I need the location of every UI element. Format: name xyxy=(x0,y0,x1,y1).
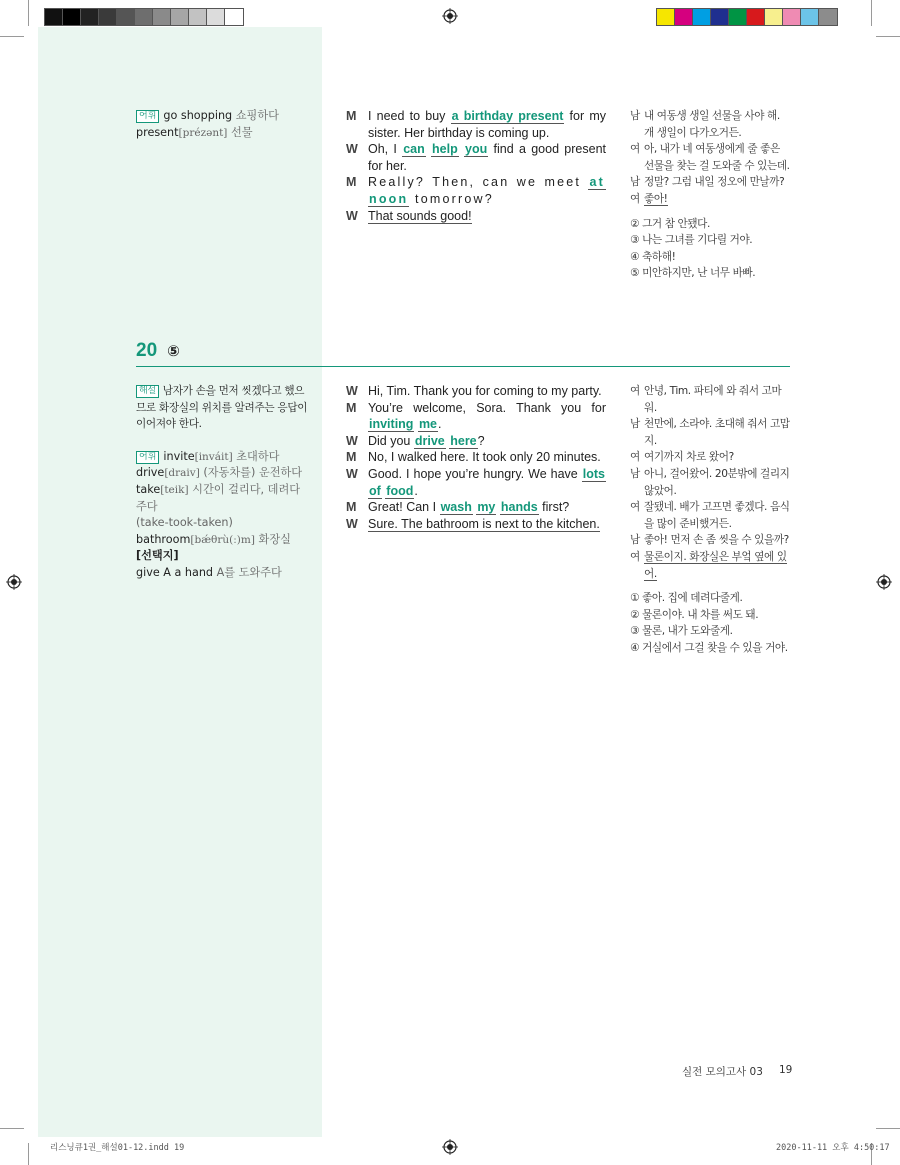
crop-mark xyxy=(28,1143,29,1165)
speaker-label: W xyxy=(346,466,358,481)
vocab-ipa: [teik] xyxy=(160,483,189,496)
translation-speaker: 남 xyxy=(630,418,640,431)
answer-blank: you xyxy=(465,142,488,157)
color-swatch xyxy=(711,9,729,25)
color-swatch xyxy=(765,9,783,25)
crop-mark xyxy=(871,0,872,26)
vocab-item xyxy=(136,515,311,532)
underlined-answer: That sounds good! xyxy=(368,208,472,223)
dialog-text: Great! Can I wash my hands first? xyxy=(368,500,570,515)
translation-speaker: 남 xyxy=(630,534,640,547)
vocab-meaning: (자동차를) 운전하다 xyxy=(199,466,303,480)
answer-blank: here xyxy=(450,433,477,448)
vocab-tag: 어휘 xyxy=(136,110,159,123)
translation-line xyxy=(630,449,792,466)
answer-choice: ③ 나는 그녀를 기다릴 거야. xyxy=(630,234,753,247)
vocab-ipa: [bǽθrù(ː)m] xyxy=(190,533,255,546)
translation-speaker: 남 xyxy=(630,176,640,189)
translation-text: 천만에, 소라야. 초대해 줘서 고맙지. xyxy=(644,418,790,447)
dialog-line xyxy=(346,383,606,400)
dialog-text: No, I walked here. It took only 20 minutes. xyxy=(368,450,601,465)
translation-speaker: 여 xyxy=(630,385,640,397)
question-header xyxy=(136,340,180,362)
q20-dialog xyxy=(346,383,606,532)
dialog-line xyxy=(346,449,606,466)
answer-blank: a birthday present xyxy=(451,109,564,123)
color-swatch xyxy=(225,9,243,25)
speaker-label: M xyxy=(346,450,357,465)
translation-line xyxy=(630,108,792,141)
speaker-label: M xyxy=(346,109,357,123)
color-swatch xyxy=(783,9,801,25)
vocab-word: invite xyxy=(163,449,195,463)
dialog-text: Oh, I can help you find a good present for her. xyxy=(368,142,606,173)
slug-file: 리스닝큐1권_해설01-12.indd 19 xyxy=(50,1143,185,1153)
q19-dialog xyxy=(346,108,606,224)
q19-translation xyxy=(630,108,792,282)
color-swatch xyxy=(153,9,171,25)
dialog-line xyxy=(346,141,606,174)
translation-text: 내 여동생 생일 선물을 사야 해. 개 생일이 다가오거든. xyxy=(644,110,780,139)
explanation xyxy=(136,383,311,433)
speaker-label: M xyxy=(346,400,357,415)
crop-mark xyxy=(28,0,29,26)
answer-blank: food xyxy=(386,483,414,498)
footer-title: 실전 모의고사 03 xyxy=(682,1066,763,1078)
answer-blank: inviting xyxy=(369,417,414,432)
vocab-item xyxy=(136,449,311,466)
translation-speaker: 남 xyxy=(630,110,640,122)
translation-text: 잘됐네. 배가 고프면 좋겠다. 음식을 많이 준비했거든. xyxy=(644,501,790,530)
answer-blank: hands xyxy=(500,500,538,515)
answer-choice: ③ 물론, 내가 도와줄게. xyxy=(630,625,733,638)
underlined-answer: 물론이지. 화장실은 부엌 옆에 있어. xyxy=(644,550,787,580)
translation-line xyxy=(630,383,792,416)
translation-line xyxy=(630,466,792,499)
vocab-word: take xyxy=(136,482,161,496)
dialog-text xyxy=(368,208,606,225)
speaker-label: M xyxy=(346,500,357,515)
vocab-item xyxy=(136,465,311,482)
underlined-answer: 좋아! xyxy=(644,192,668,205)
vocab-item xyxy=(136,532,311,549)
registration-mark-icon xyxy=(876,574,892,590)
translation-speaker: 여 xyxy=(630,451,640,464)
color-swatch xyxy=(63,9,81,25)
vocab-word: drive xyxy=(136,466,165,480)
translation-text: 안녕, Tim. 파티에 와 줘서 고마워. xyxy=(644,385,782,414)
underlined-answer: Sure. The bathroom is next to the kitchen. xyxy=(368,516,600,531)
dialog-text: Good. I hope you’re hungry. We have lots of food. xyxy=(368,466,605,498)
color-swatch xyxy=(675,9,693,25)
answer-choice: ⑤ 미안하지만, 난 너무 바빠. xyxy=(630,267,756,280)
vocab-meaning: 화장실 xyxy=(254,532,291,546)
process-color-bar xyxy=(656,8,838,26)
answer-blank: drive xyxy=(414,433,445,448)
vocab-word: go shopping xyxy=(163,109,233,122)
crop-mark xyxy=(876,36,900,37)
vocab-ipa: [draiv] xyxy=(164,467,200,480)
registration-mark-icon xyxy=(442,8,458,24)
vocab-ipa: [inváit] xyxy=(194,450,233,463)
dialog-text: Really? Then, can we meet at noon tomorrow? xyxy=(368,175,605,206)
translation-line xyxy=(630,141,792,174)
translation-line xyxy=(630,499,792,532)
translation-speaker: 남 xyxy=(630,467,640,480)
color-swatch xyxy=(189,9,207,25)
speaker-label: M xyxy=(346,175,357,190)
answer-blank: of xyxy=(369,483,381,498)
dialog-text: Did you drive here? xyxy=(368,433,485,448)
dialog-line xyxy=(346,499,606,516)
translation-text xyxy=(644,549,792,582)
crop-mark xyxy=(876,1128,900,1129)
translation-line xyxy=(630,174,792,191)
question-number: 20 xyxy=(136,340,158,361)
q20-notes xyxy=(136,383,311,582)
dialog-text: I need to buy a birthday present for my sister. Her birthday is coming up. xyxy=(368,109,606,140)
color-swatch xyxy=(657,9,675,25)
answer-blank: my xyxy=(477,500,496,515)
vocab-meaning: 시간이 걸리다, 데려다 주다 xyxy=(136,482,301,513)
explanation-text: 남자가 손을 먼저 씻겠다고 했으므로 화장실의 위치를 알려주는 응답이 이어져야 한다. xyxy=(136,385,308,431)
color-swatch xyxy=(747,9,765,25)
color-swatch xyxy=(81,9,99,25)
color-swatch xyxy=(171,9,189,25)
choice-vocab-heading: [선택지] xyxy=(136,549,179,563)
color-swatch xyxy=(729,9,747,25)
answer-choice: ④ 거실에서 그걸 찾을 수 있을 거야. xyxy=(630,641,788,654)
dialog-line xyxy=(346,466,606,499)
q20-translation xyxy=(630,383,792,657)
color-swatch xyxy=(207,9,225,25)
vocab-meaning: 선물 xyxy=(227,125,253,139)
answer-choice: ④ 축하해! xyxy=(630,250,676,263)
page-number: 19 xyxy=(779,1064,793,1076)
answer-blank: at xyxy=(589,175,605,190)
color-swatch xyxy=(117,9,135,25)
answer-blank: noon xyxy=(369,191,409,206)
speaker-label: W xyxy=(346,142,358,157)
dialog-line xyxy=(346,174,606,207)
answer-choice: ② 물론이야. 내 차를 써도 돼. xyxy=(630,608,759,621)
speaker-label: W xyxy=(346,516,358,531)
vocab-meaning: (take-took-taken) xyxy=(136,516,233,530)
answer-blank: wash xyxy=(440,500,472,515)
side-notes-panel xyxy=(38,27,322,1137)
dialog-text: Hi, Tim. Thank you for coming to my party. xyxy=(368,384,602,398)
answer-blank: lots xyxy=(582,466,605,481)
speaker-label: W xyxy=(346,433,358,448)
answer-choice: ② 그거 참 안됐다. xyxy=(630,217,710,230)
crop-mark xyxy=(0,1128,24,1129)
color-swatch xyxy=(135,9,153,25)
translation-text: 정말? 그럼 내일 정오에 만날까? xyxy=(644,176,785,189)
dialog-text: You’re welcome, Sora. Thank you for inviting me. xyxy=(368,400,606,432)
answer-blank: can xyxy=(403,142,425,157)
dialog-text xyxy=(368,516,606,533)
vocab-tag: 어휘 xyxy=(136,451,159,464)
vocab-word: present xyxy=(136,125,179,139)
dialog-line xyxy=(346,400,606,433)
answer-mark: ⑤ xyxy=(167,342,180,360)
color-swatch xyxy=(819,9,837,25)
dialog-line xyxy=(346,433,606,450)
speaker-label: W xyxy=(346,208,358,223)
translation-text: 아, 내가 네 여동생에게 줄 좋은 선물을 찾는 걸 도와줄 수 있는데. xyxy=(644,143,790,172)
dialog-line xyxy=(346,208,606,225)
translation-text: 좋아! 먼저 손 좀 씻을 수 있을까? xyxy=(644,534,789,547)
translation-speaker: 여 xyxy=(630,192,640,205)
dialog-line xyxy=(346,516,606,533)
speaker-label: W xyxy=(346,384,358,398)
vocab-item xyxy=(136,125,316,142)
translation-speaker: 여 xyxy=(630,501,640,514)
vocab-item xyxy=(136,108,316,125)
explanation-tag: 해설 xyxy=(136,385,159,398)
vocab-item xyxy=(136,482,311,515)
grey-color-bar xyxy=(44,8,244,26)
registration-mark-icon xyxy=(442,1139,458,1155)
color-swatch xyxy=(45,9,63,25)
vocab-ipa: [prézənt] xyxy=(178,126,228,139)
q19-vocab-box xyxy=(136,108,316,141)
dialog-line xyxy=(346,108,606,141)
answer-blank: me xyxy=(418,417,438,432)
section-divider xyxy=(136,366,790,367)
vocab-meaning: A를 도와주다 xyxy=(213,565,282,579)
crop-mark xyxy=(0,36,24,37)
vocab-item xyxy=(136,565,311,582)
color-swatch xyxy=(99,9,117,25)
translation-line xyxy=(630,191,792,208)
vocab-meaning: 초대하다 xyxy=(232,449,280,463)
vocab-word: bathroom xyxy=(136,532,191,546)
color-swatch xyxy=(693,9,711,25)
answer-choice: ① 좋아. 집에 데려다줄게. xyxy=(630,592,743,605)
translation-line xyxy=(630,416,792,449)
color-swatch xyxy=(801,9,819,25)
translation-line xyxy=(630,532,792,549)
vocab-word: give A a hand xyxy=(136,565,214,579)
translation-speaker: 여 xyxy=(630,143,640,156)
translation-line xyxy=(630,549,792,582)
translation-text: 아니, 걸어왔어. 20분밖에 걸리지 않았어. xyxy=(644,467,790,497)
answer-blank: help xyxy=(432,142,458,157)
slug-timestamp: 2020-11-11 오후 4:50:17 xyxy=(776,1143,890,1153)
vocab-meaning: 쇼핑하다 xyxy=(232,109,279,122)
translation-text xyxy=(644,191,792,208)
translation-speaker: 여 xyxy=(630,550,640,563)
translation-text: 여기까지 차로 왔어? xyxy=(644,451,734,464)
registration-mark-icon xyxy=(6,574,22,590)
